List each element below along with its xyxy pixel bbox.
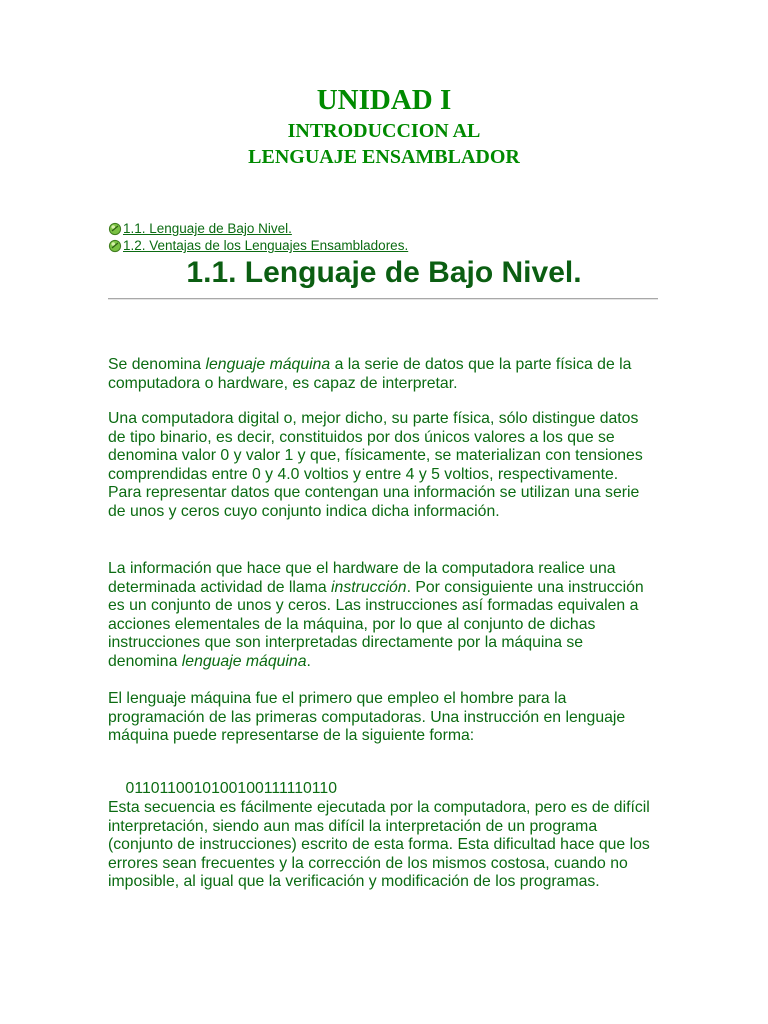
document-title-block (0, 82, 768, 170)
paragraph-3 (108, 560, 654, 672)
horizontal-divider (108, 298, 658, 300)
paragraph-1-end: a la serie de datos que la parte física de la computadora o hardware, es capaz de interpretar. (108, 356, 632, 392)
toc-item-2[interactable] (108, 237, 408, 254)
green-bullet-icon (108, 222, 122, 236)
document-subtitle-line-1: INTRODUCCION AL (287, 120, 481, 142)
binary-sequence: 0110110010100100111110110 (108, 780, 337, 797)
document-subtitle-line-2: LENGUAJE ENSAMBLADOR (248, 146, 520, 168)
toc-link-2[interactable]: 1.2. Ventajas de los Lenguajes Ensambladores. (123, 238, 409, 253)
paragraph-1-start: Se denomina (108, 356, 206, 373)
paragraph-3-part-2: . Por consiguiente una instrucción es un conjunto de unos y ceros. Las instrucciones así formadas equivalen a acciones elementales de la máquina, por lo que al conjunto de dichas instrucciones que son interpretadas directamente por la máquina se denomina (108, 578, 644, 670)
paragraph-3-part-3: . (306, 652, 311, 670)
paragraph-1-emphasis: lenguaje máquina (205, 356, 331, 373)
paragraph-3-emphasis-2: lenguaje máquina (181, 652, 307, 670)
paragraph-1 (108, 356, 654, 393)
section-heading: 1.1. Lenguaje de Bajo Nivel. (186, 256, 582, 289)
paragraph-3-emphasis-1: instrucción (331, 578, 407, 596)
toc-item-1[interactable] (108, 220, 408, 237)
paragraph-3-part-1: La información que hace que el hardware de la computadora realice una determinada actividad de llama (108, 560, 616, 596)
paragraph-4: El lenguaje máquina fue el primero que empleo el hombre para la programación de las primeras computadoras. Una instrucción en lenguaje máquina puede representarse de la siguiente forma: (108, 690, 626, 745)
green-bullet-icon (108, 239, 122, 253)
paragraph-2: Una computadora digital o, mejor dicho, su parte física, sólo distingue datos de tipo binario, es decir, constituidos por dos únicos valores a los que se denomina valor 0 y valor 1 y que, físicamente, se materializan con tensiones comprendidas entre 0 y 4.0 voltios y entre 4 y 5 voltios, respectivamente. Para representar datos que contengan una información se utilizan una serie de unos y ceros cuyo conjunto indica dicha información. (108, 410, 643, 520)
toc-link-1[interactable]: 1.1. Lenguaje de Bajo Nivel. (123, 221, 292, 236)
table-of-contents (108, 220, 408, 254)
paragraph-5: Esta secuencia es fácilmente ejecutada por la computadora, pero es de difícil interpretación, siendo aun mas difícil la interpretación de un programa (conjunto de instrucciones) escrito de esta forma. Esta dificultad hace que los errores sean frecuentes y la corrección de los mismos costosa, cuando no imposible, al igual que la verificación y modificación de los programas. (108, 799, 650, 891)
document-title: UNIDAD I (316, 84, 452, 116)
